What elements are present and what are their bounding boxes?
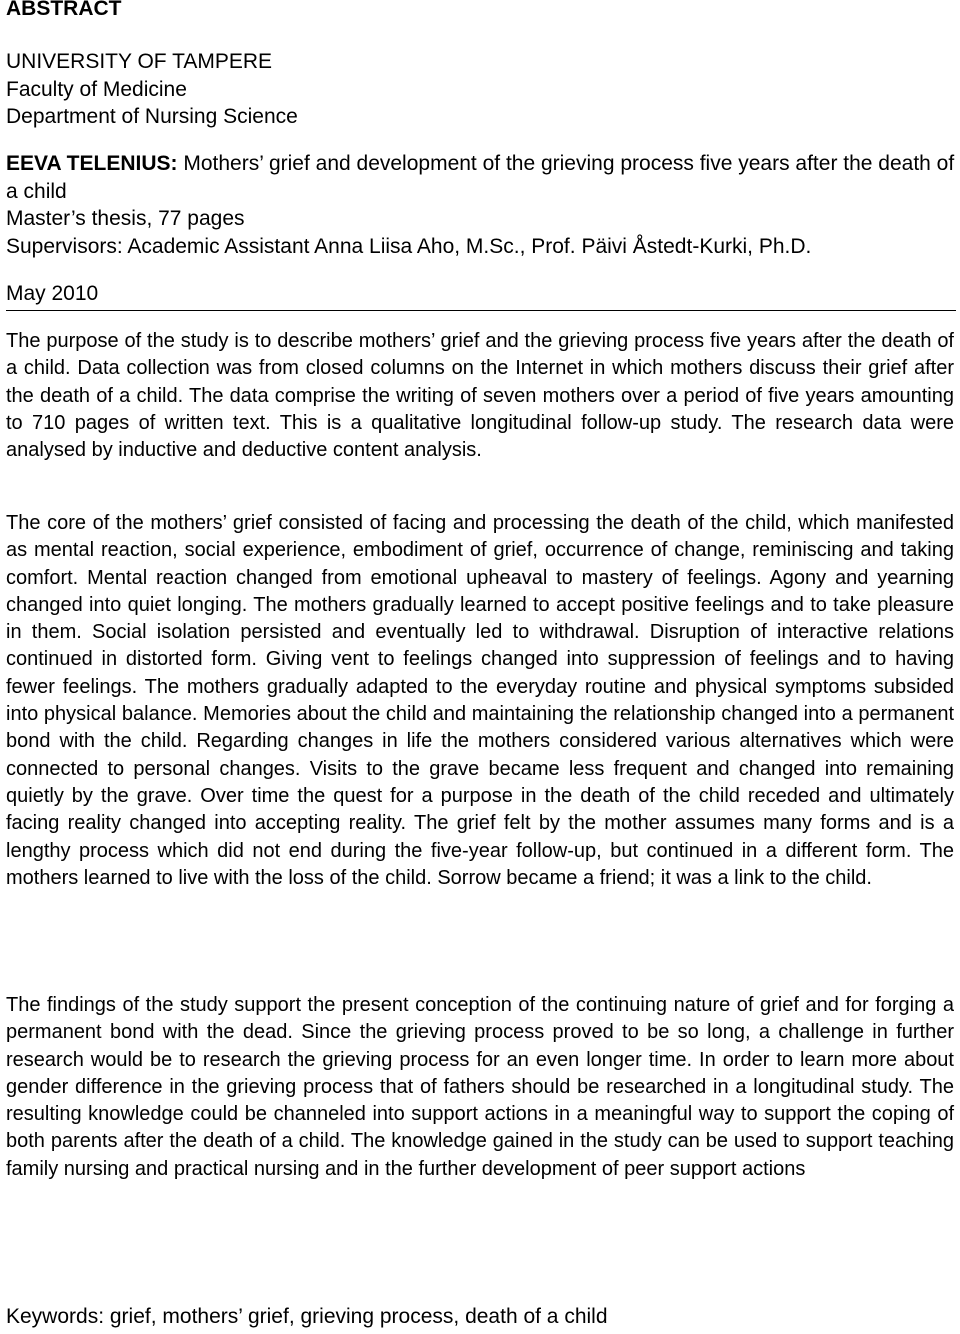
- institution-block: [6, 48, 298, 131]
- thesis-title: Mothers’ grief and development of the grieving process five years after the death of a child: [6, 152, 955, 203]
- author-name: EEVA TELENIUS:: [6, 152, 178, 175]
- thesis-info: [6, 150, 956, 260]
- keywords: Keywords: grief, mothers’ grief, grieving process, death of a child: [6, 1305, 608, 1328]
- header-divider: [6, 310, 956, 311]
- abstract-paragraph-findings: The core of the mothers’ grief consisted of facing and processing the death of the child, which manifested as mental reaction, social experience, embodiment of grief, occurrence of change, reminiscing and taking comfort. Mental reaction changed from emotional upheaval to mastery of feelings. Agony and yearning changed into quiet longing. The mothers gradually learned to accept positive feelings and to take pleasure in them. Social isolation persisted and eventually led to withdrawal. Disruption of interactive relations continued in distorted form. Giving vent to feelings changed into suppression of feelings and to having fewer feelings. The mothers gradually adapted to the everyday routine and physical symptoms subsided into physical balance. Memories about the child and maintaining the relationship changed into a permanent bond with the child. Regarding changes in life the mothers considered various alternatives which were connected to personal changes. Visits to the grave became less frequent and changed into remaining quietly by the grave. Over time the quest for a purpose in the death of the child receded and ultimately facing reality changed into accepting reality. The grief felt by the mother assumes many forms and is a lengthy process which did not end during the five-year follow-up, but continued in a different form. The mothers learned to live with the loss of the child. Sorrow became a friend; it was a link to the child.: [6, 512, 954, 889]
- abstract-paragraph-purpose: The purpose of the study is to describe mothers’ grief and the grieving process five years after the death of a child. Data collection was from closed columns on the Internet in which mothers discuss their grief after the death of a child. The data comprise the writing of seven mothers over a period of five years amounting to 710 pages of written text. This is a qualitative longitudinal follow-up study. The research data were analysed by inductive and deductive content analysis.: [6, 330, 954, 462]
- supervisors: Supervisors: Academic Assistant Anna Liisa Aho, M.Sc., Prof. Päivi Åstedt-Kurki, Ph.D.: [6, 234, 812, 258]
- university-name: UNIVERSITY OF TAMPERE: [6, 50, 273, 73]
- abstract-heading: ABSTRACT: [6, 0, 122, 20]
- thesis-type-pages: Master’s thesis, 77 pages: [6, 207, 245, 230]
- faculty-name: Faculty of Medicine: [6, 77, 187, 101]
- department-name: Department of Nursing Science: [6, 105, 298, 128]
- abstract-paragraph-conclusions: The findings of the study support the present conception of the continuing nature of grief and for forging a permanent bond with the dead. Since the grieving process proved to be so long, a challenge in further research would be to research the grieving process for an even longer time. In order to learn more about gender difference in the grieving process that of fathers should be researched in a longitudinal study. The resulting knowledge could be channeled into support actions in a meaningful way to support the coping of both parents after the death of a child. The knowledge gained in the study can be used to support teaching family nursing and practical nursing and in the further development of peer support actions: [6, 994, 954, 1180]
- thesis-date: May 2010: [6, 282, 99, 305]
- thesis-title-line: [6, 150, 956, 205]
